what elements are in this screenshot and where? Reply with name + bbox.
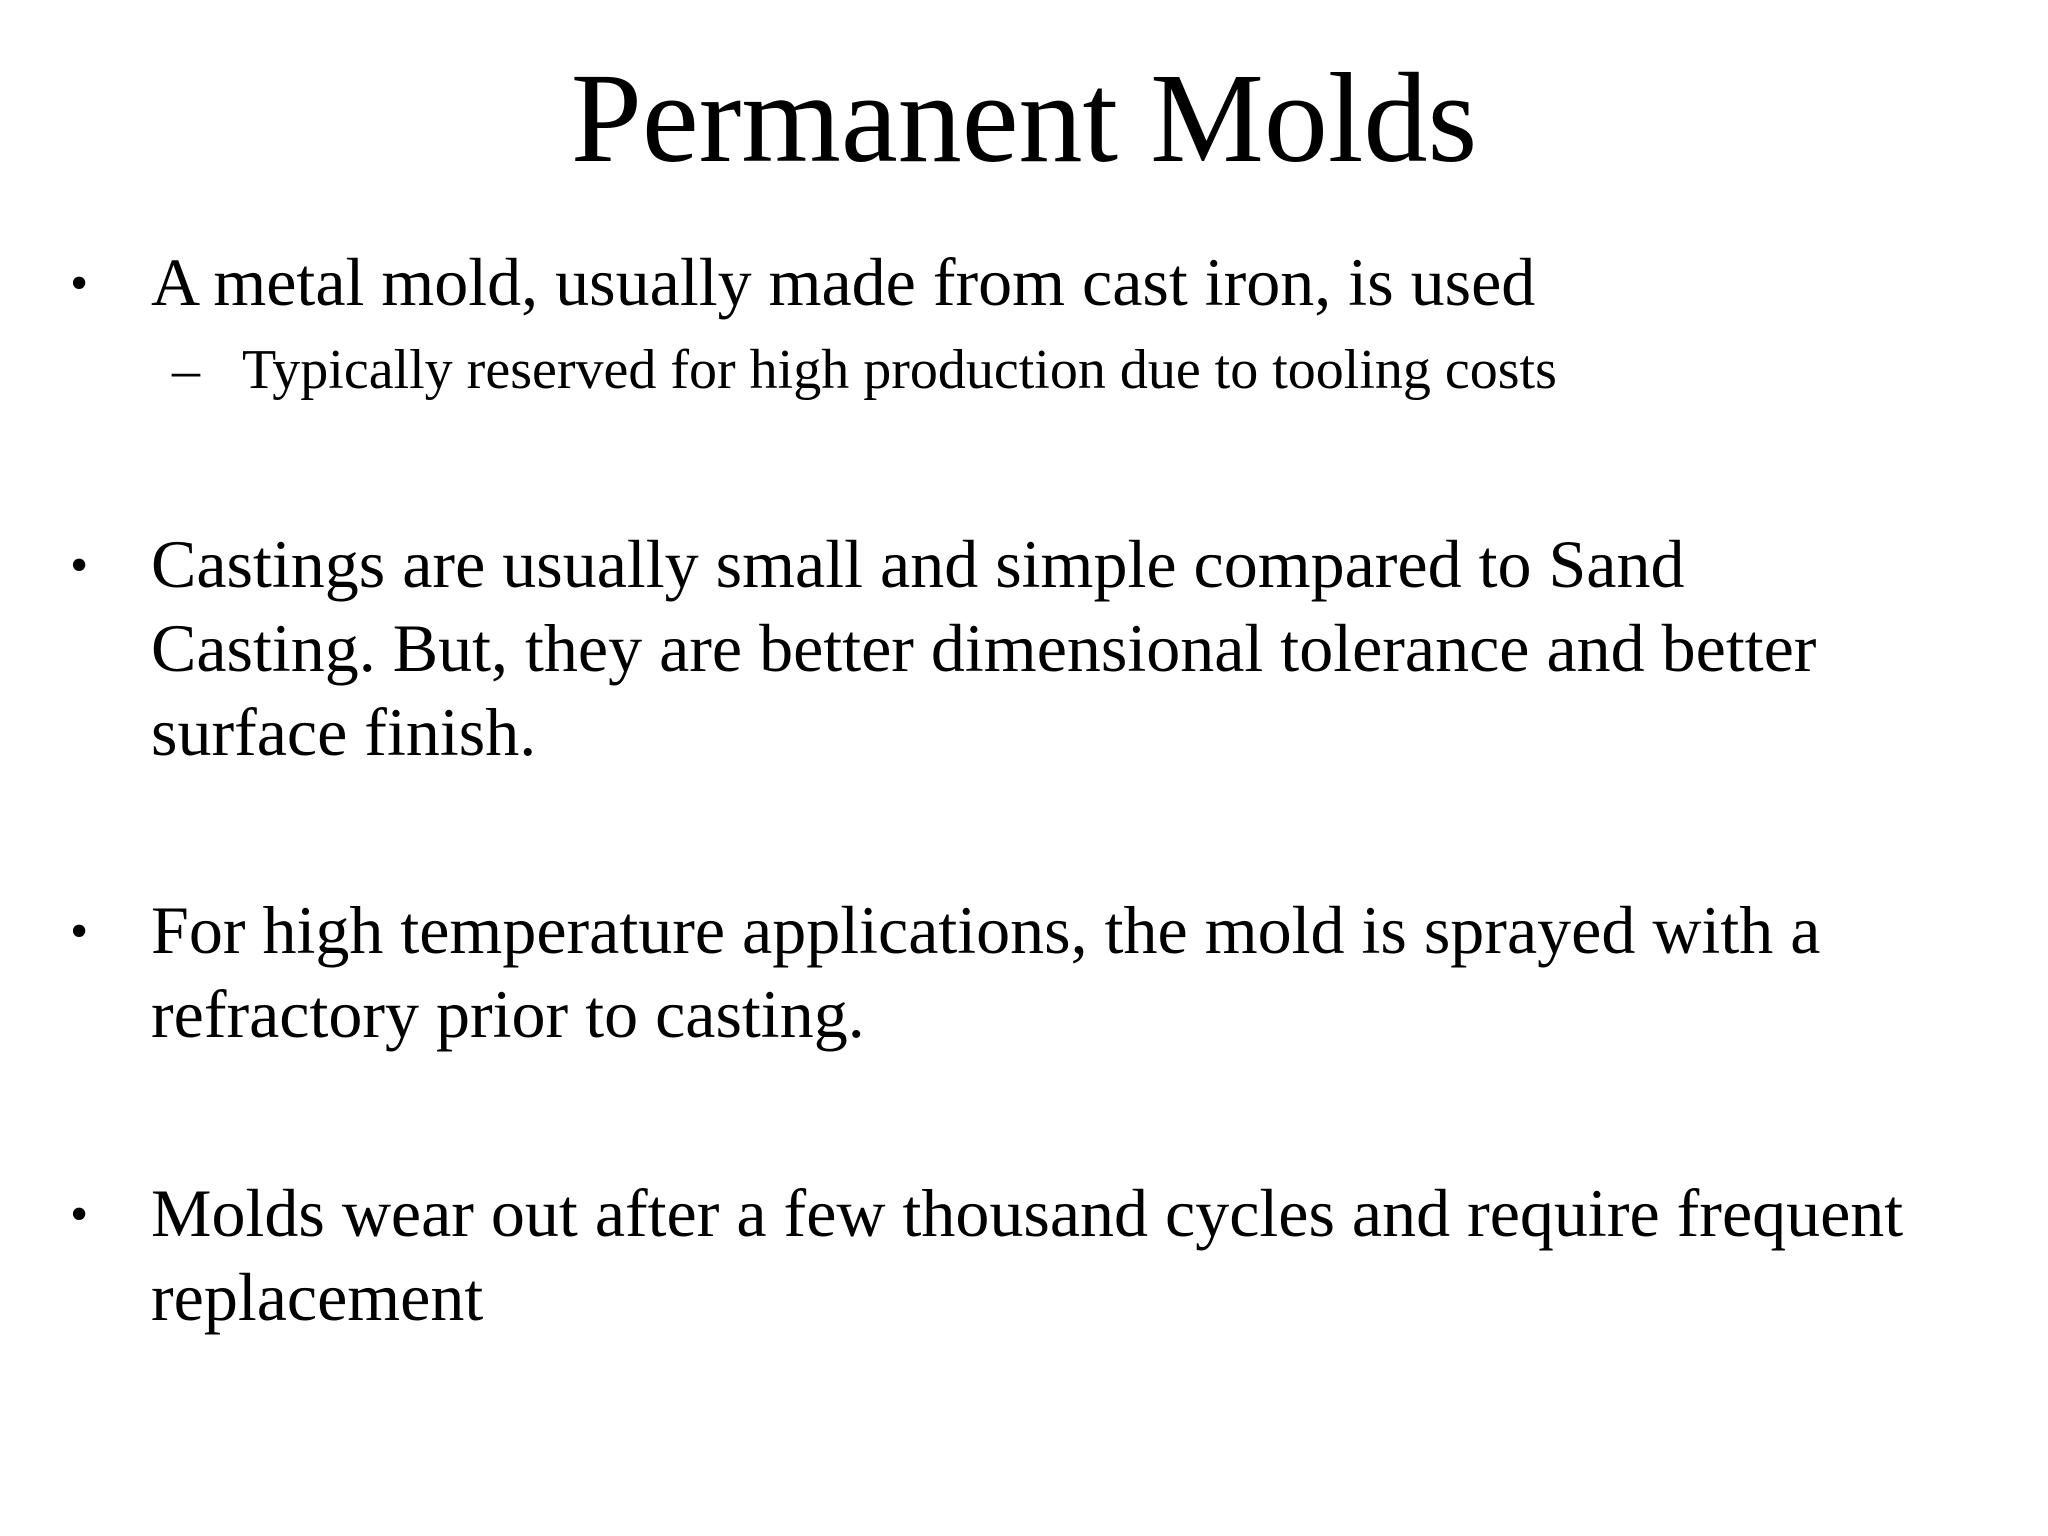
bullet-text-4: Molds wear out after a few thousand cycles and require frequent replacement xyxy=(151,1175,1904,1335)
bullet-marker-icon: • xyxy=(70,903,89,960)
sub-bullet-text-1: Typically reserved for high production due to tooling costs xyxy=(242,339,1557,401)
bullet-marker-icon: • xyxy=(70,255,89,312)
bullet-text-3: For high temperature applications, the mold is sprayed with a refractory prior to casting. xyxy=(151,892,1821,1052)
bullet-text-2: Castings are usually small and simple compared to Sand Casting. But, they are better dimensional tolerance and better surface finish. xyxy=(151,526,1817,770)
bullet-marker-icon: • xyxy=(70,1186,89,1243)
slide-title: Permanent Molds xyxy=(570,47,1478,189)
sub-bullet-marker-icon: – xyxy=(172,339,200,401)
bullet-marker-icon: • xyxy=(70,537,89,594)
bullet-text-1: A metal mold, usually made from cast iron, is used xyxy=(151,244,1536,320)
